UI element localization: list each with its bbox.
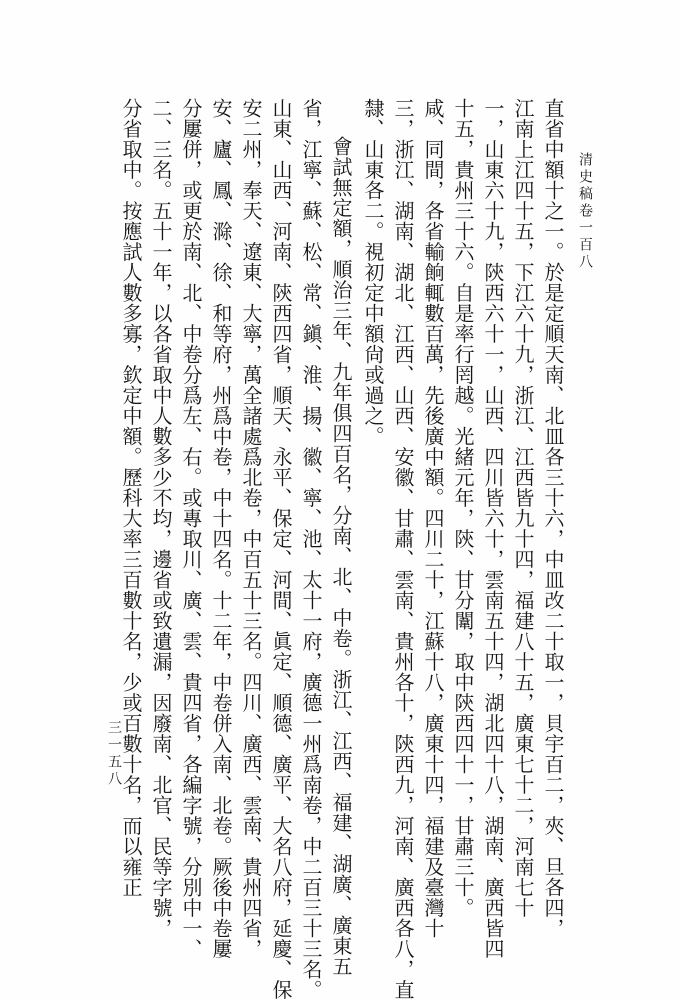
- page-number: 三一五八: [106, 720, 122, 788]
- text-column-8: 會試無定額，順治三年、九年俱四百名，分南、北、中卷。浙江、江西、福建、湖廣、廣東五: [329, 136, 353, 977]
- text-column-2: 江南上江四十五，下江六十九，浙江、江西皆九十四，福建八十五，廣東七十二，河南七十: [511, 98, 535, 918]
- text-column-12: 安、廬、鳳、滁、徐、和等府，州爲中卷，中十四名。十二年，中卷併入南、北卷。厥後中卷屢: [209, 98, 233, 959]
- text-column-5: 咸、同間，各省輸餉輒數百萬，先後廣中額。四川二十，江蘇十八，廣東十四，福建及臺灣十: [421, 98, 445, 939]
- text-column-4: 十五，貴州三十六。自是率行罔越。光緒元年，陝、甘分闈，取中陝西四十一，甘肅三十。: [451, 98, 475, 918]
- text-column-3: 一，山東六十九，陝西六十一，山西、四川皆六十，雲南五十四，湖北四十八，湖南、廣西皆四: [481, 98, 505, 959]
- text-column-7: 隸、山東各二。視初定中額尙或過之。: [361, 98, 385, 447]
- text-column-15: 分省取中。按應試人數多寡，欽定中額。歷科大率三百數十名，少或百數十名，而以雍正: [119, 98, 143, 898]
- text-column-1: 直省中額十之一。於是定順天南、北皿各三十六，中皿改二十取一，貝宇百二，夾、旦各四，: [541, 98, 565, 939]
- text-column-14: 二、三名。五十一年，以各省取中人數多少不均，邊省或致遺漏，因廢南、北官、民等字號，: [149, 98, 173, 939]
- text-column-6: 三，浙江、湖南、湖北、江西、山西、安徽、甘肅、雲南、貴州各十，陝西九，河南、廣西各八，直: [391, 98, 415, 1000]
- text-column-13: 分屢併，或更於南、北、中卷分爲左、右。或專取川、廣、雲、貴四省，各編字號，分別中一、: [179, 98, 203, 959]
- running-header-title: 清史稿卷一百八: [577, 152, 593, 271]
- text-column-11: 安二州，奉天、遼東、大寧，萬全諸處爲北卷，中百五十三名。四川、廣西、雲南、貴州四省，: [239, 98, 263, 959]
- text-column-9: 省，江寧、蘇、松、常、鎭、淮、揚、徽、寧、池、太十一府，廣德一州爲南卷，中二百三十三名。: [299, 98, 323, 1000]
- text-column-10: 山東、山西、河南、陝西四省，順天、永平、保定、河間、眞定、順德、廣平、大名八府，延慶、保: [269, 98, 293, 1000]
